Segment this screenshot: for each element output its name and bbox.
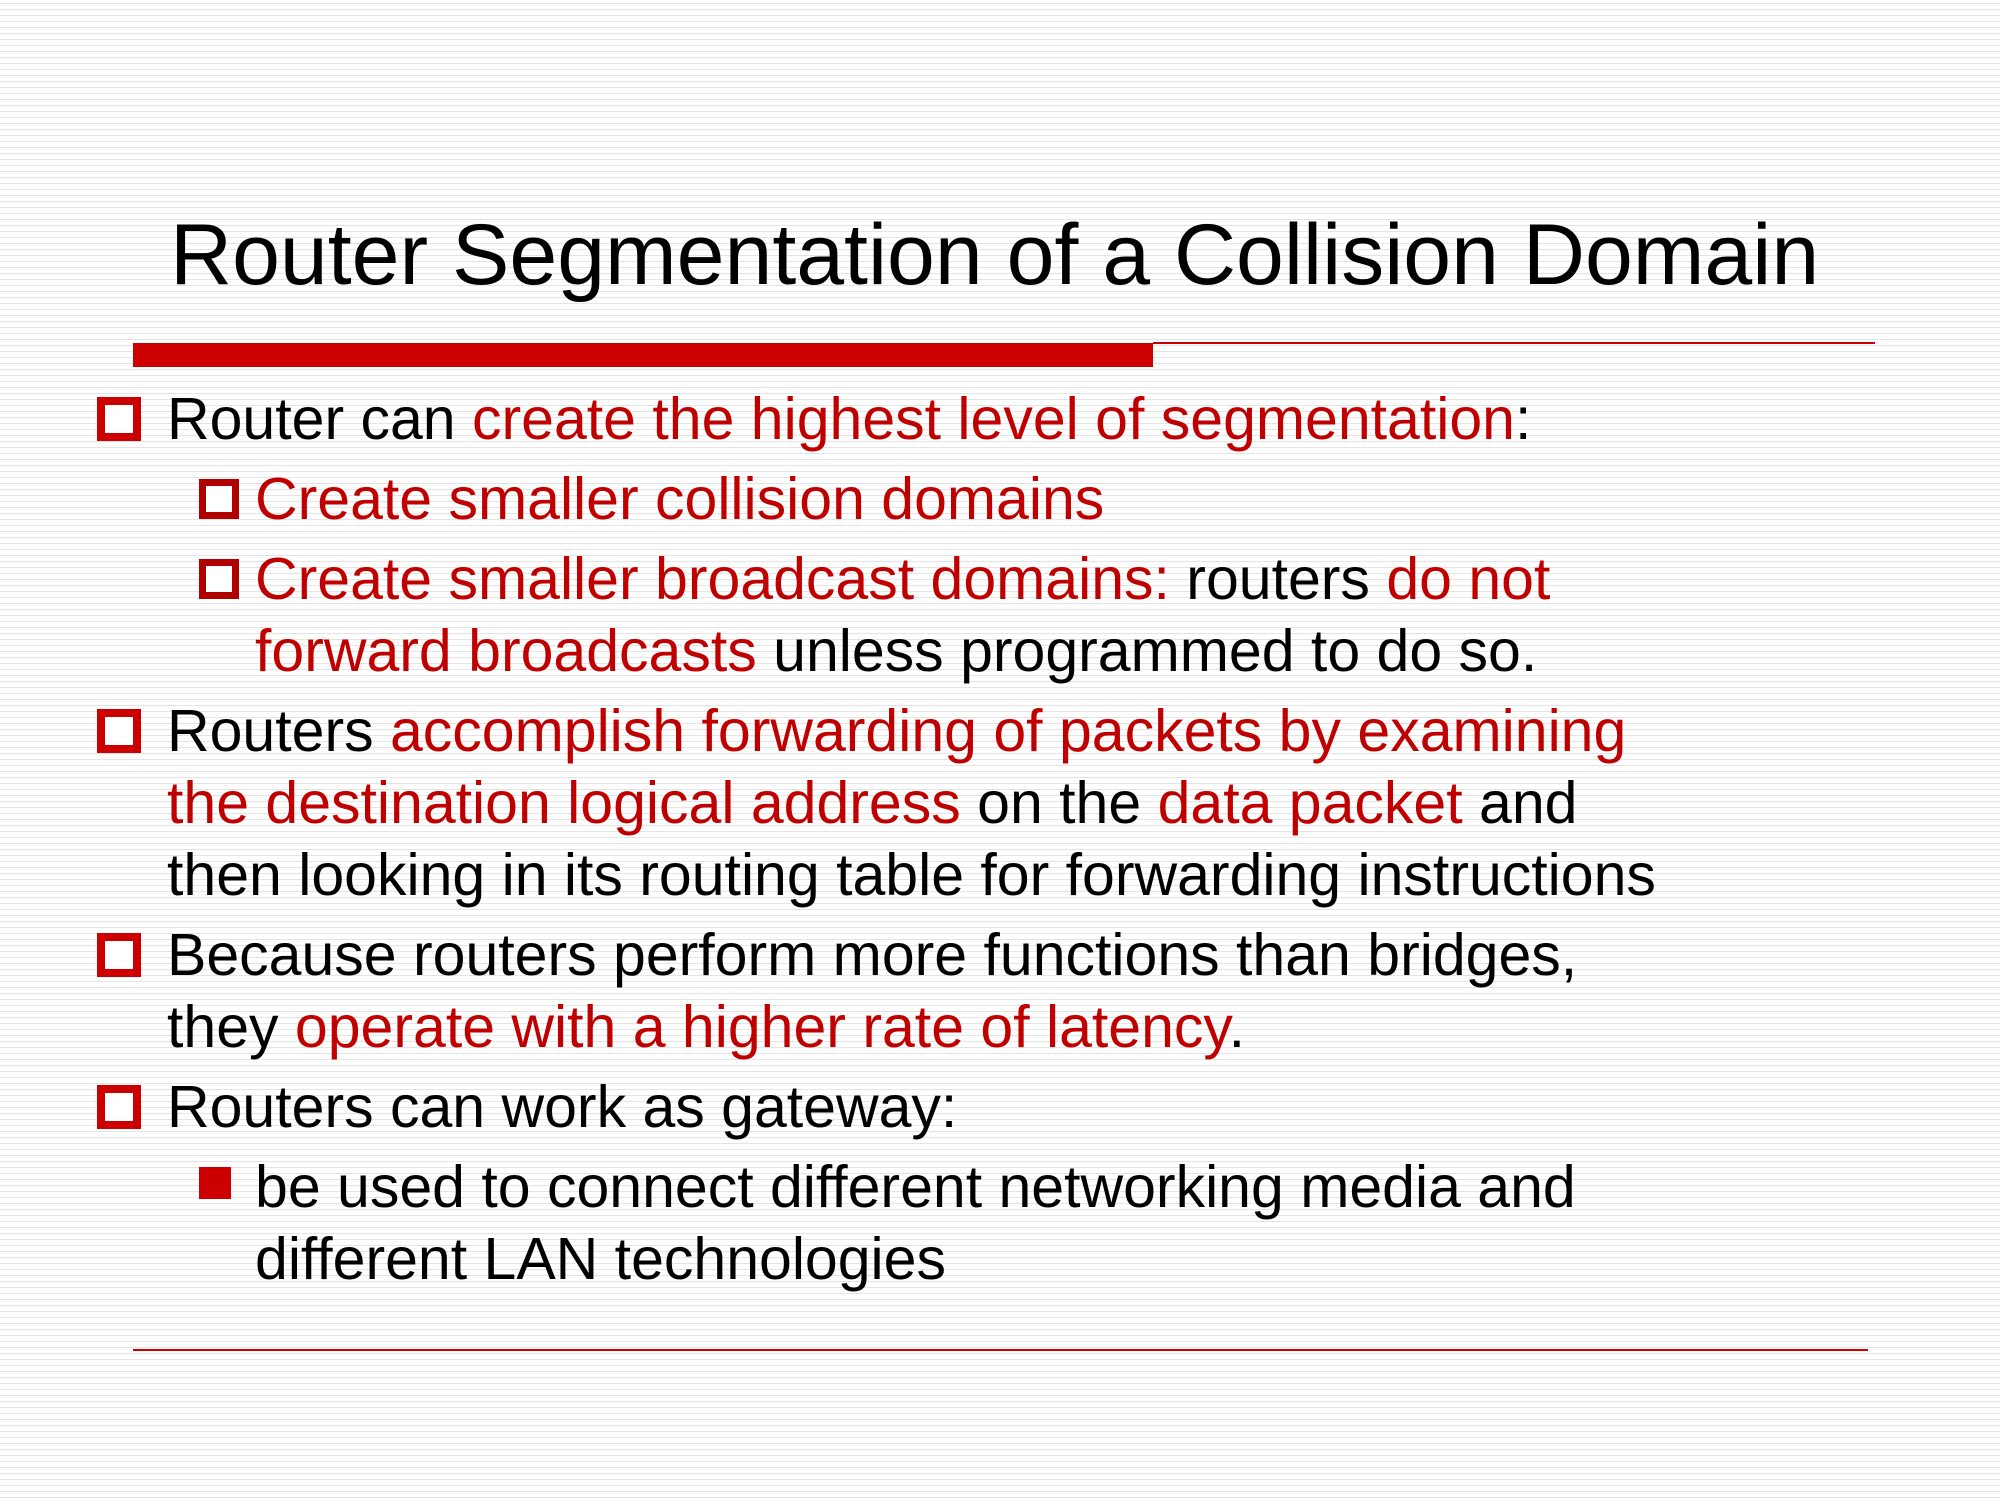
hollow-square-bullet-icon bbox=[97, 933, 141, 977]
bullet-text: Routers can work as gateway: bbox=[167, 1074, 958, 1140]
hollow-square-bullet-icon bbox=[97, 1085, 141, 1129]
bullet-text: they bbox=[167, 994, 295, 1060]
bullet-item-4 bbox=[97, 1071, 1927, 1143]
bullet-highlight: the destination logical address bbox=[167, 770, 961, 836]
bullet-text: Router can bbox=[167, 386, 472, 452]
sub-bullet-item-1-2 bbox=[97, 543, 1927, 687]
filled-square-bullet-icon bbox=[199, 1167, 231, 1199]
bottom-divider bbox=[133, 1349, 1868, 1351]
bullet-highlight: accomplish forwarding of packets by examining bbox=[389, 698, 1627, 764]
bullet-highlight: Create smaller broadcast domains: bbox=[255, 546, 1170, 612]
hollow-square-bullet-icon bbox=[199, 479, 239, 519]
bullet-text: . bbox=[1228, 994, 1245, 1060]
bullet-list bbox=[97, 383, 1927, 1295]
bullet-highlight: data packet bbox=[1157, 770, 1463, 836]
bullet-item-3 bbox=[97, 919, 1927, 1063]
title-underline-thin bbox=[1153, 342, 1875, 344]
bullet-text: Because routers perform more functions than bridges, bbox=[167, 922, 1578, 988]
bullet-item-2 bbox=[97, 695, 1927, 911]
hollow-square-bullet-icon bbox=[97, 709, 141, 753]
title-underline-thick bbox=[133, 343, 1153, 367]
bullet-text: routers bbox=[1169, 546, 1387, 612]
slide-title: Router Segmentation of a Collision Domain bbox=[170, 207, 1820, 303]
hollow-square-bullet-icon bbox=[199, 559, 239, 599]
bullet-text: on the bbox=[960, 770, 1158, 836]
bullet-highlight: do not bbox=[1386, 546, 1551, 612]
bullet-text: different LAN technologies bbox=[255, 1226, 946, 1292]
bullet-text: unless programmed to do so. bbox=[756, 618, 1538, 684]
sub-bullet-item-4-1 bbox=[97, 1151, 1927, 1295]
bullet-highlight: forward broadcasts bbox=[255, 618, 757, 684]
bullet-item-1 bbox=[97, 383, 1927, 455]
bullet-text: : bbox=[1515, 386, 1532, 452]
bullet-highlight: Create smaller collision domains bbox=[255, 466, 1105, 532]
sub-bullet-item-1-1 bbox=[97, 463, 1927, 535]
bullet-text: Routers bbox=[167, 698, 390, 764]
bullet-text: and bbox=[1462, 770, 1578, 836]
bullet-highlight: create the highest level of segmentation bbox=[472, 386, 1515, 452]
bullet-highlight: operate with a higher rate of latency bbox=[294, 994, 1229, 1060]
hollow-square-bullet-icon bbox=[97, 397, 141, 441]
bullet-text: be used to connect different networking media and bbox=[255, 1154, 1576, 1220]
bullet-text: then looking in its routing table for forwarding instructions bbox=[167, 842, 1656, 908]
